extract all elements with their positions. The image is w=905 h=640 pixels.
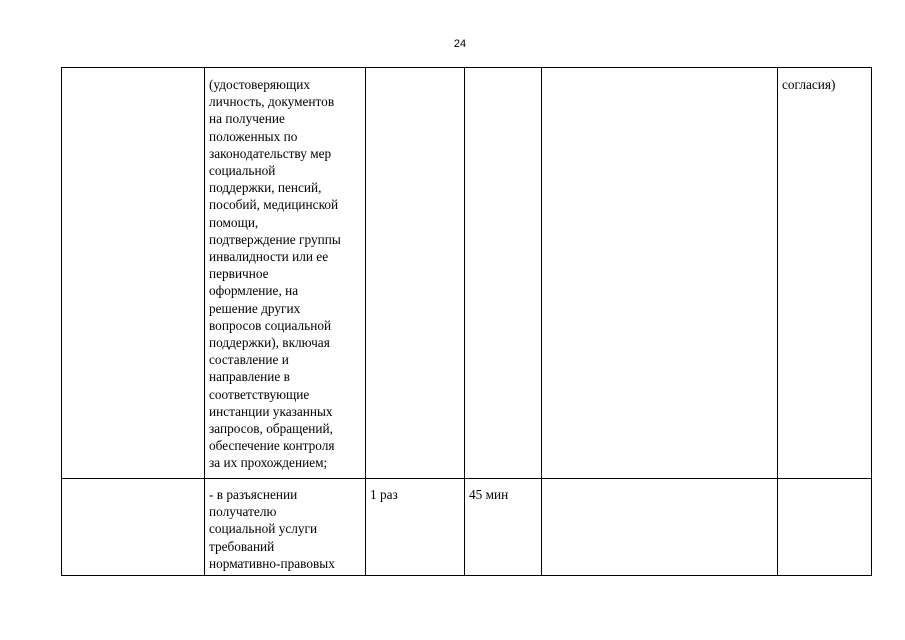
table-cell-notes (778, 479, 872, 576)
table-cell-duration (465, 68, 542, 479)
table-cell-service-description: (удостоверяющих личность, документов на получение положенных по законодательству мер социальной поддержки, пенсий, пособий, медицинской помощи, подтверждение группы инвалидности или ее первичное оформление, на решение других вопросов социальной поддержки), включая составление и направление в соответствующие инстанции указанных запросов, обращений, обеспечение контроля за их прохождением; (205, 68, 366, 479)
table-cell-number (62, 479, 205, 576)
table-cell-conditions (542, 68, 778, 479)
table-row (62, 479, 872, 576)
table-cell-conditions (542, 479, 778, 576)
table-cell-service-description: - в разъяснении получателю социальной услуги требований нормативно-правовых (205, 479, 366, 576)
table-cell-duration: 45 мин (465, 479, 542, 576)
table-cell-notes: согласия) (778, 68, 872, 479)
table-cell-number (62, 68, 205, 479)
page-number: 24 (453, 38, 467, 50)
table-row (62, 68, 872, 479)
services-table (61, 67, 872, 576)
table-cell-frequency: 1 раз (366, 479, 465, 576)
table-cell-frequency (366, 68, 465, 479)
